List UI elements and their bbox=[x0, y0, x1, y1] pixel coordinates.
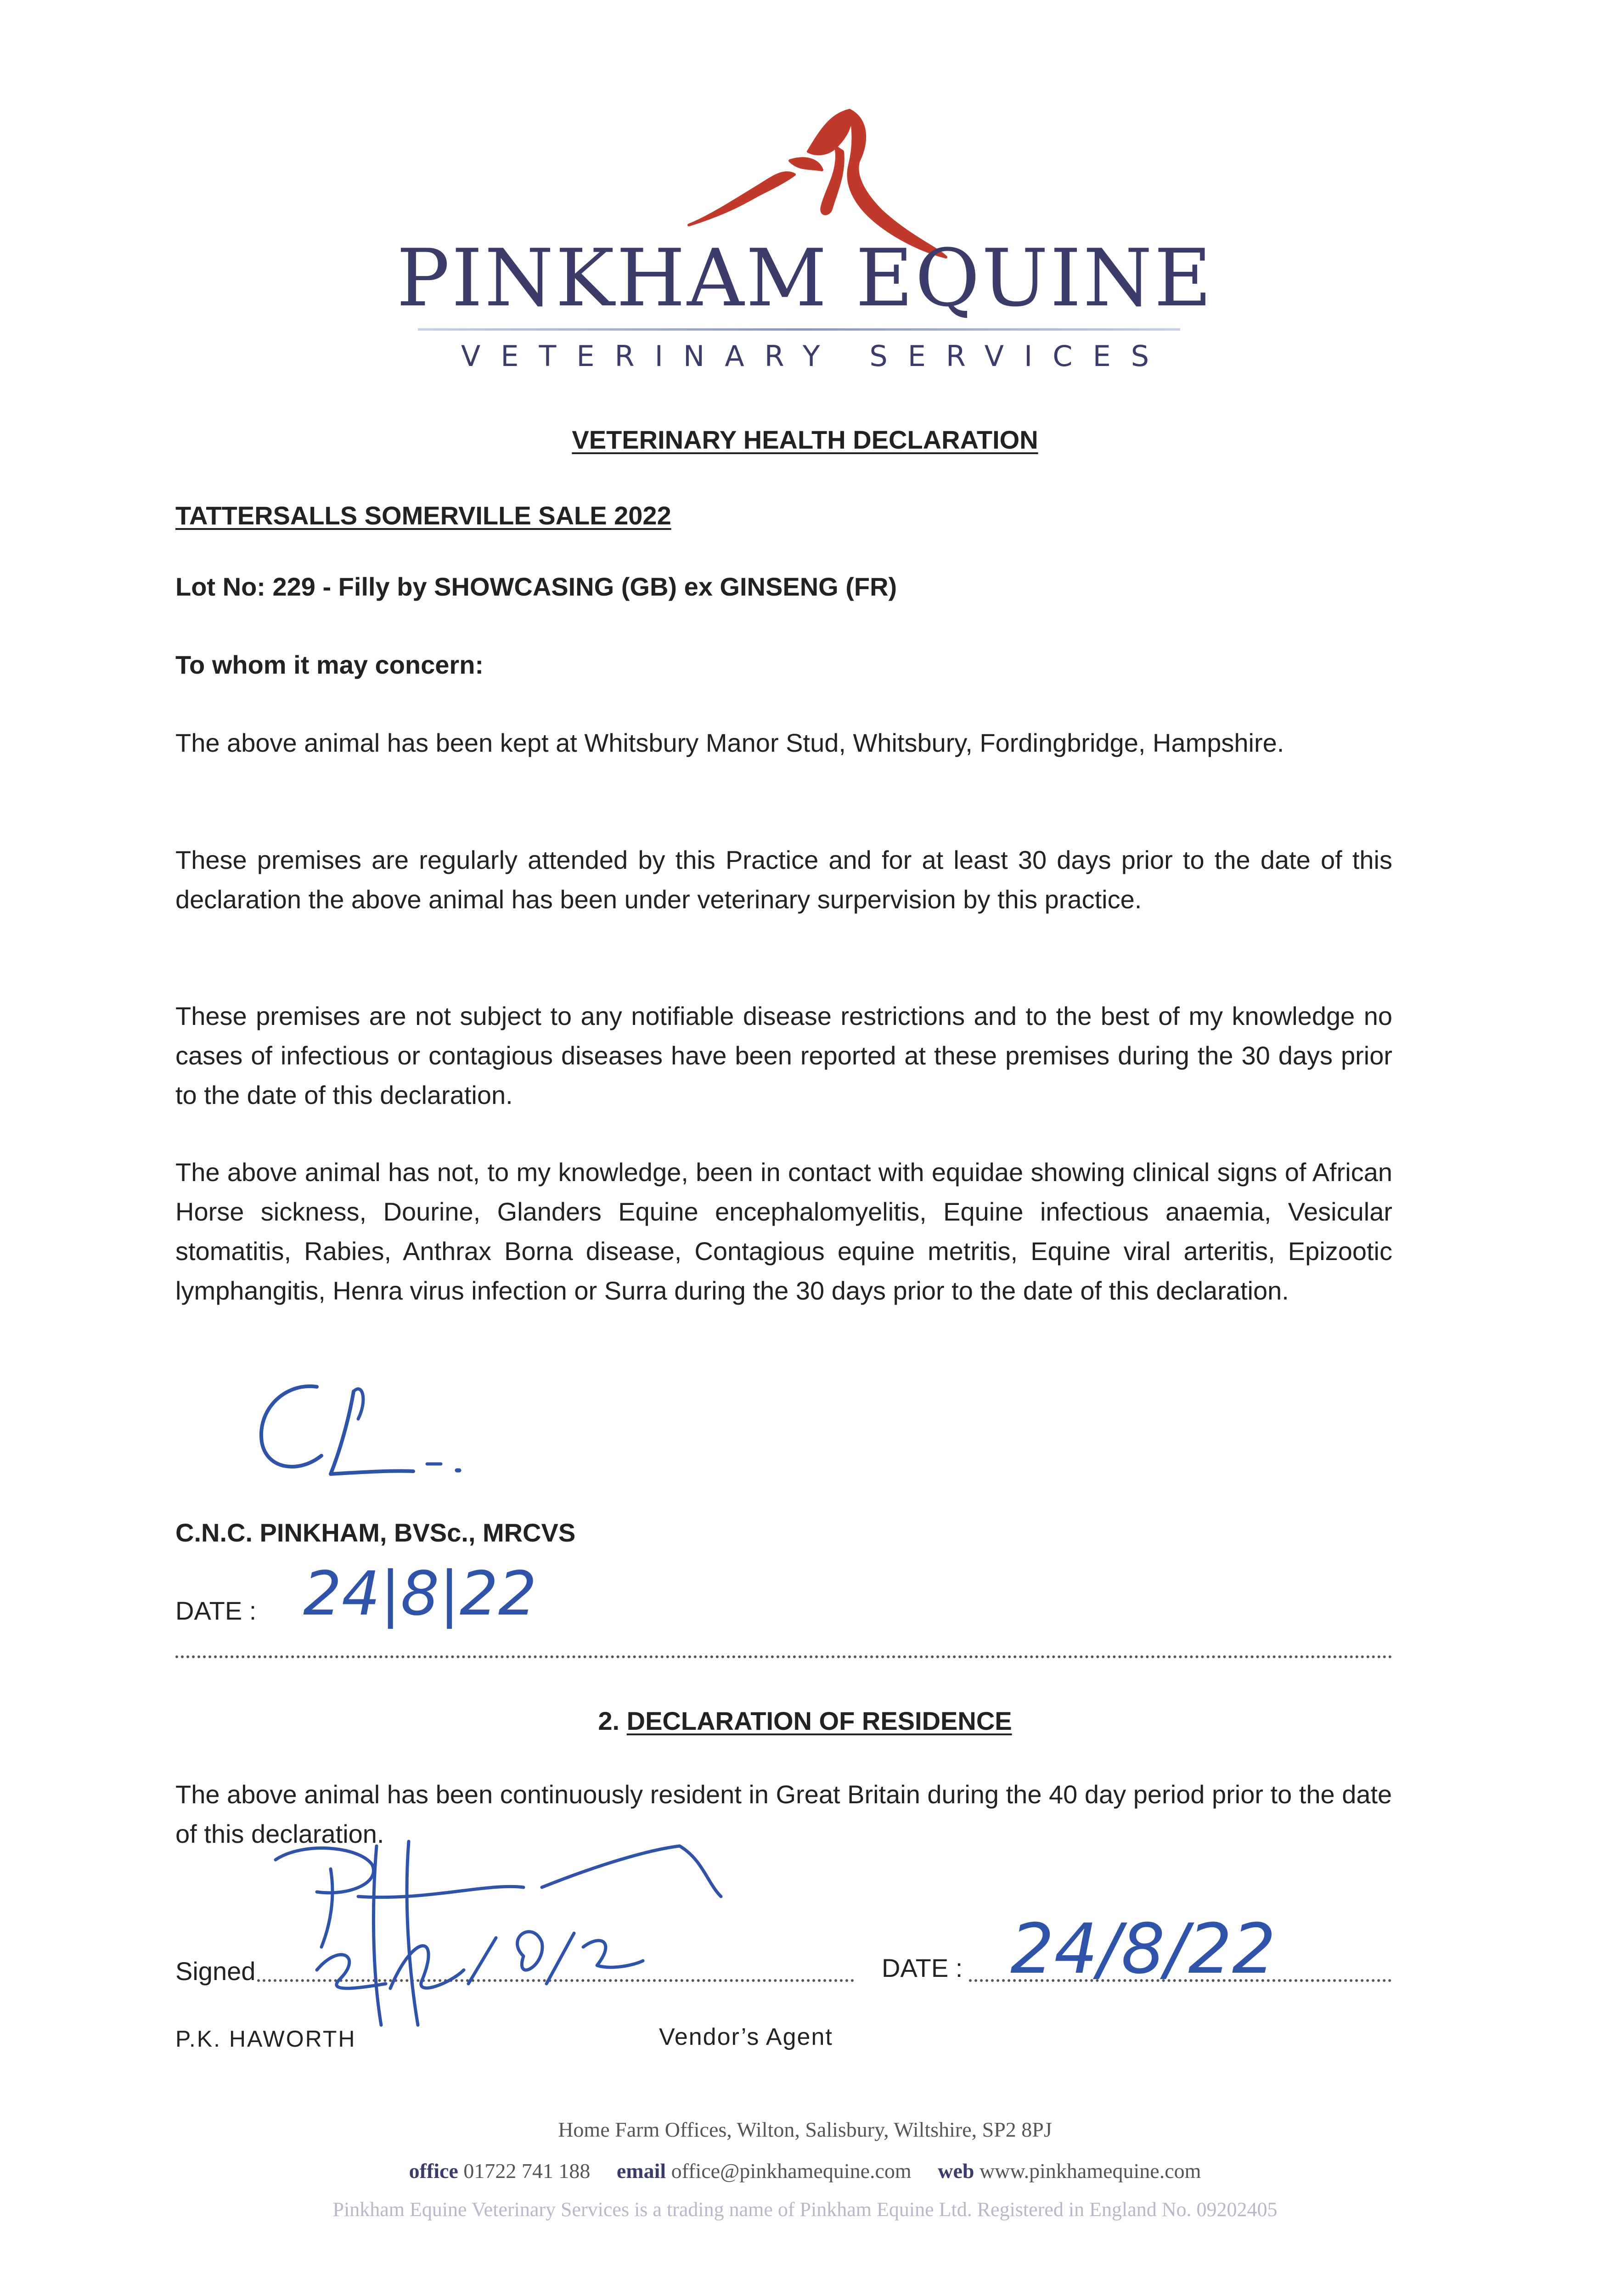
document-title bbox=[0, 427, 1610, 453]
footer-legal: Pinkham Equine Veterinary Services is a trading name of Pinkham Equine Ltd. Registered in England No. 09202405 bbox=[332, 2198, 1278, 2221]
residence-text: The above animal has been continuously resident in Great Britain during the 40 day period prior to the date of this declaration. bbox=[175, 1780, 1392, 1848]
lot-line: Lot No: 229 - Filly by SHOWCASING (GB) ex GINSENG (FR) bbox=[175, 572, 897, 601]
paragraph-restrictions: These premises are not subject to any notifiable disease restrictions and to the best of my knowledge no cases of infectious or contagious diseases have been reported at these premises during the 30 days prior to the date of this declaration. bbox=[175, 1002, 1392, 1109]
paragraph-supervision: These premises are regularly attended by this Practice and for at least 30 days prior to the date of this declaration the above animal has been under veterinary surpervision by this practice. bbox=[175, 845, 1392, 914]
brand-name: PINKHAM EQUINE bbox=[396, 232, 1214, 324]
residence-date-label: DATE : bbox=[882, 1953, 963, 1982]
vet-date-handwritten: 24|8|22 bbox=[303, 1559, 537, 1629]
salutation: To whom it may concern: bbox=[175, 650, 484, 679]
paragraph-contact: The above animal has not, to my knowledge, been in contact with equidae showing clinical signs of African Horse sickness, Dourine, Glanders Equine encephalomyelitis, Equine infectious anaemia, Vesicular stomatitis, Rabies, Anthrax Borna disease, Contagious equine metritis, Equine viral arteritis, Epizootic lymphangitis, Henra virus infection or Surra during the 30 days prior to the date of this declaration. bbox=[175, 1158, 1392, 1305]
office-label: office bbox=[409, 2159, 458, 2183]
sale-heading bbox=[175, 503, 671, 529]
signed-label: Signed bbox=[175, 1957, 256, 1986]
office-phone: 01722 741 188 bbox=[463, 2159, 591, 2183]
vet-name: C.N.C. PINKHAM, BVSc., MRCVS bbox=[175, 1518, 576, 1547]
agent-signature-icon bbox=[266, 1832, 771, 2034]
residence-number: 2. bbox=[598, 1706, 620, 1735]
vet-signature-icon bbox=[248, 1373, 496, 1492]
footer-address: Home Farm Offices, Wilton, Salisbury, Wiltshire, SP2 8PJ bbox=[558, 2118, 1052, 2141]
email-link[interactable]: office@pinkhamequine.com bbox=[671, 2159, 912, 2183]
footer-contacts bbox=[0, 2161, 1610, 2182]
brand-divider bbox=[418, 328, 1180, 331]
section-divider bbox=[175, 1655, 1392, 1658]
sale-heading-text: TATTERSALLS SOMERVILLE SALE 2022 bbox=[175, 501, 671, 530]
signatory-role: Vendor’s Agent bbox=[659, 2024, 833, 2050]
residence-title bbox=[0, 1708, 1610, 1734]
paragraph-kept-at: The above animal has been kept at Whitsbury Manor Stud, Whitsbury, Fordingbridge, Hampshire. bbox=[175, 728, 1284, 757]
document-title-text: VETERINARY HEALTH DECLARATION bbox=[572, 425, 1038, 454]
vet-date-label: DATE : bbox=[175, 1596, 257, 1625]
email-label: email bbox=[616, 2159, 666, 2183]
web-link[interactable]: www.pinkhamequine.com bbox=[979, 2159, 1201, 2183]
signatory-name: P.K. HAWORTH bbox=[175, 2026, 356, 2052]
brand-subtitle: VETERINARY SERVICES bbox=[461, 339, 1170, 373]
residence-date-handwritten: 24/8/22 bbox=[1010, 1909, 1276, 1989]
residence-title-text: DECLARATION OF RESIDENCE bbox=[626, 1706, 1012, 1735]
web-label: web bbox=[938, 2159, 974, 2183]
